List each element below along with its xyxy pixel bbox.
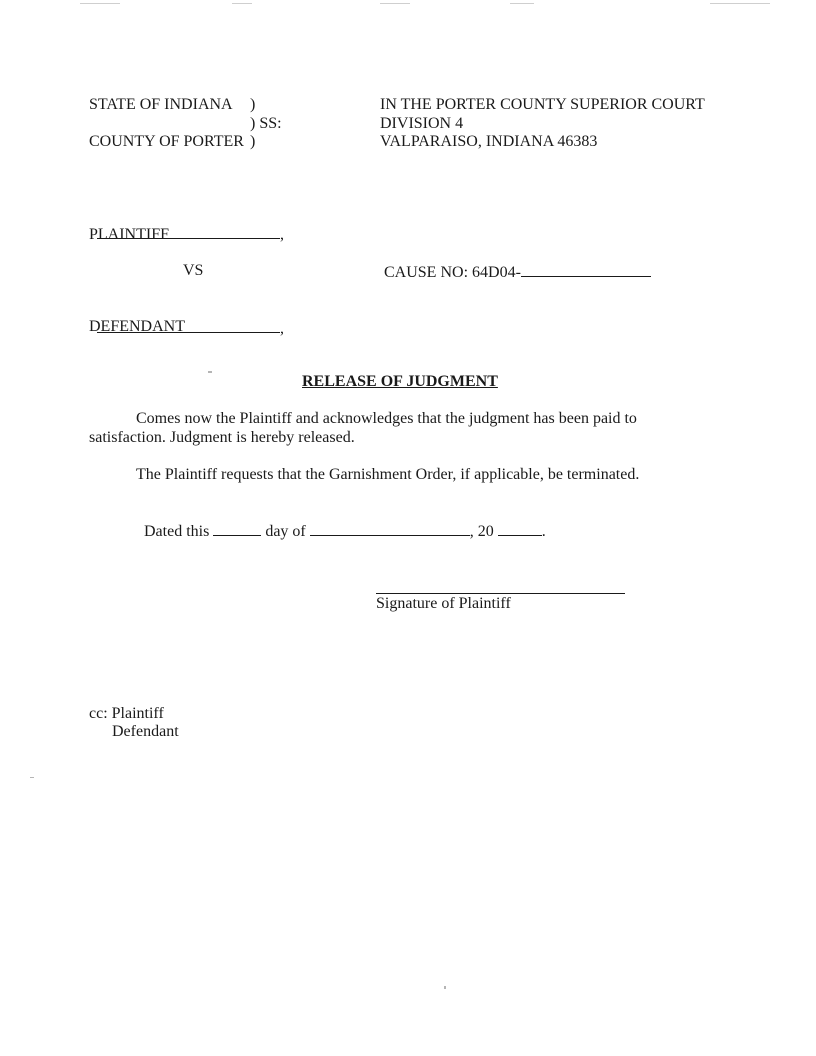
signature-label: Signature of Plaintiff <box>376 595 511 612</box>
court-division: DIVISION 4 <box>380 115 464 132</box>
month-field[interactable] <box>310 521 470 536</box>
dated-line <box>136 503 546 541</box>
body-paragraph-1-line-2: satisfaction. Judgment is hereby released. <box>89 429 355 446</box>
scan-speck <box>30 777 34 778</box>
court-name: IN THE PORTER COUNTY SUPERIOR COURT <box>380 96 705 113</box>
body-paragraph-2: The Plaintiff requests that the Garnishment Order, if applicable, be terminated. <box>136 466 640 483</box>
caption-county: COUNTY OF PORTER <box>89 133 244 150</box>
scan-artifact <box>232 3 252 4</box>
caption-paren: ) <box>250 133 256 150</box>
scan-speck <box>444 986 446 989</box>
scan-artifact <box>710 3 770 4</box>
caption-ss: ) SS: <box>250 115 282 132</box>
cc-defendant: Defendant <box>112 723 179 740</box>
day-field[interactable] <box>213 521 261 536</box>
defendant-comma: , <box>280 320 284 337</box>
cause-number-field[interactable] <box>376 244 651 282</box>
scan-artifact <box>380 3 410 4</box>
body-paragraph-1-line-1: Comes now the Plaintiff and acknowledges that the judgment has been paid to <box>136 410 637 427</box>
cause-label: CAUSE NO: 64D04- <box>384 264 521 281</box>
document-title: RELEASE OF JUDGMENT <box>302 373 498 390</box>
defendant-label: DEFENDANT <box>89 318 185 335</box>
plaintiff-comma: , <box>280 226 284 243</box>
dated-year-prefix: , 20 <box>469 523 494 540</box>
dated-day-of: day of <box>265 523 306 540</box>
dated-end: . <box>541 523 546 540</box>
plaintiff-label: PLAINTIFF <box>89 226 170 243</box>
cc-plaintiff: cc: Plaintiff <box>89 705 164 722</box>
dated-prefix: Dated this <box>144 523 210 540</box>
scan-artifact <box>80 3 120 4</box>
court-city: VALPARAISO, INDIANA 46383 <box>380 133 598 150</box>
caption-paren: ) <box>250 96 256 113</box>
scan-artifact <box>510 3 534 4</box>
year-field[interactable] <box>498 521 542 536</box>
caption-state: STATE OF INDIANA <box>89 96 233 113</box>
vs-label: VS <box>183 262 204 279</box>
signature-line[interactable] <box>376 593 625 594</box>
scan-speck <box>208 371 212 373</box>
